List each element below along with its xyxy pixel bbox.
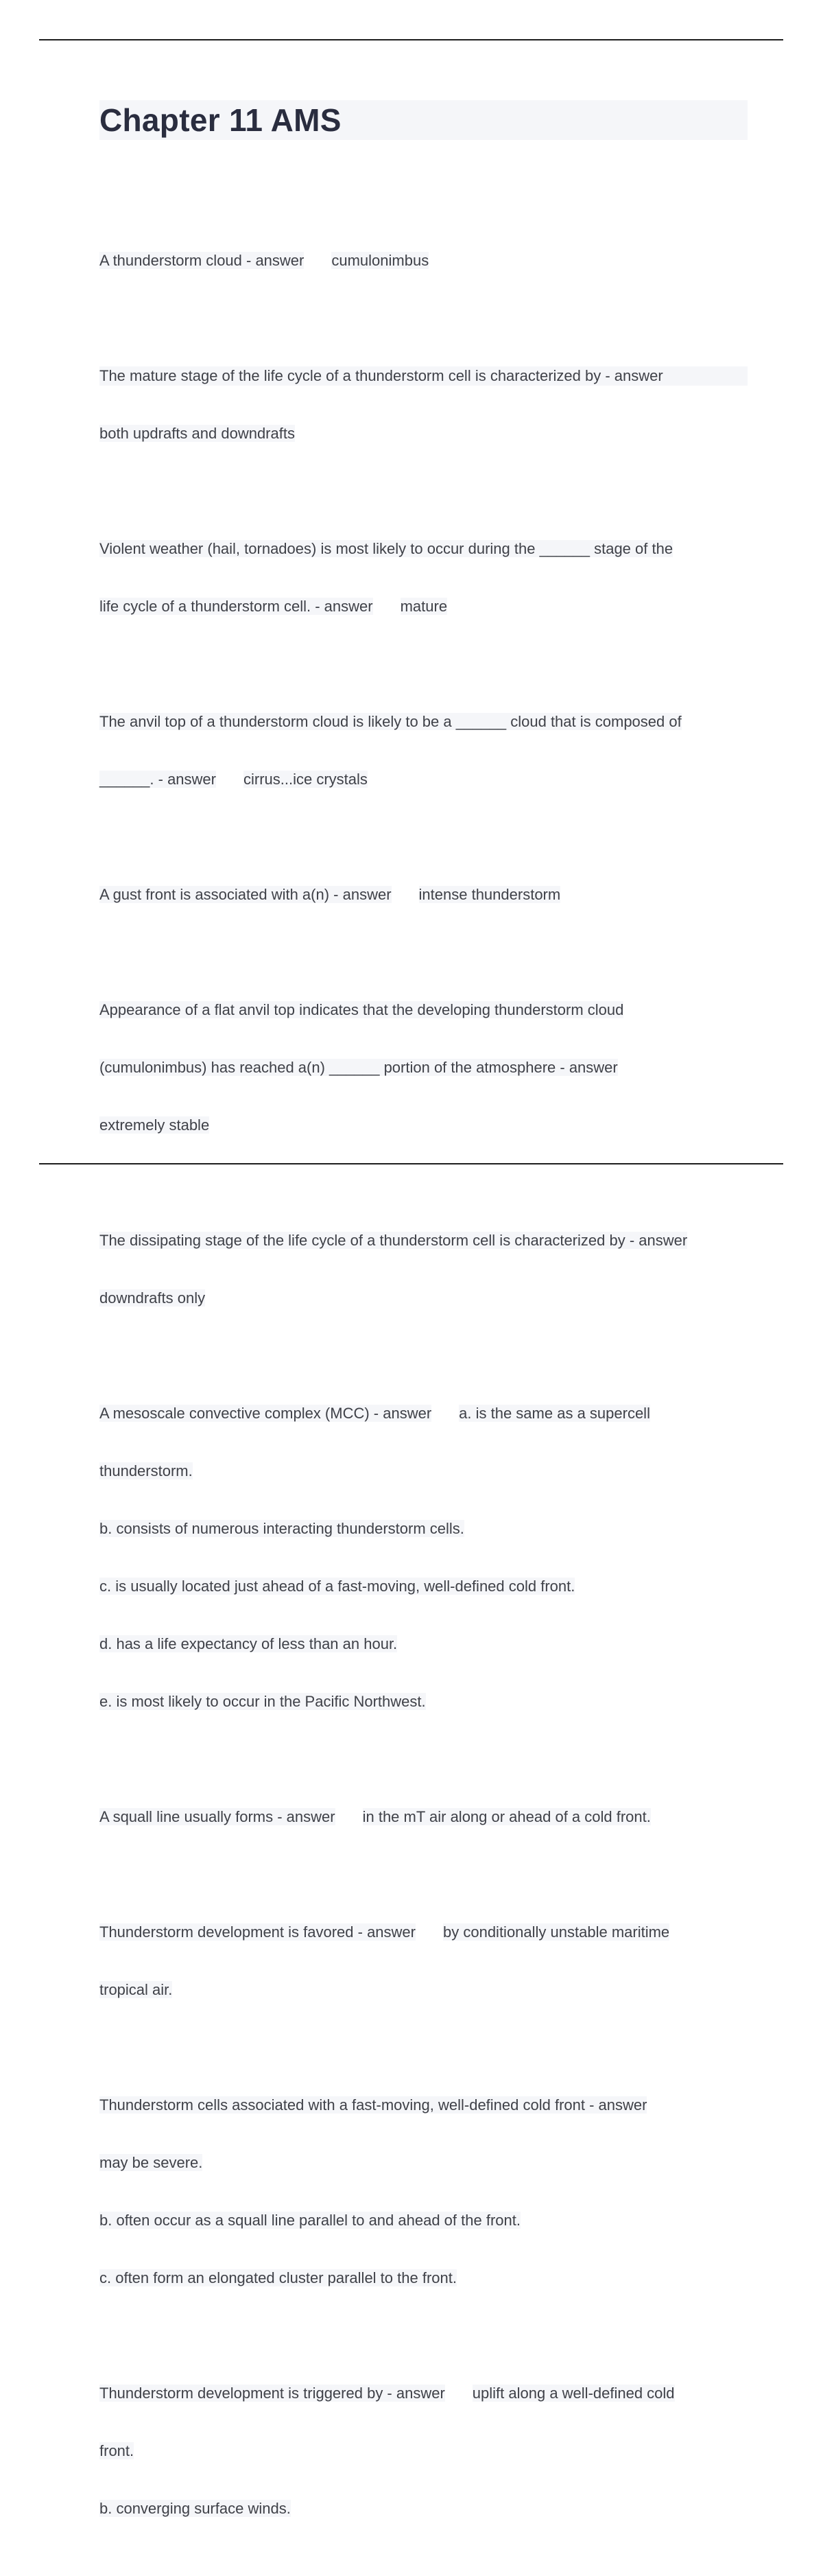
document-body — [99, 100, 748, 2576]
title-block — [99, 100, 748, 140]
question-text: ______. - answer — [99, 771, 216, 788]
question-text: Thunderstorm cells associated with a fast-moving, well-defined cold front - answer — [99, 2096, 647, 2114]
answer-text: a. is the same as a supercell — [459, 1405, 650, 1422]
question-text: Violent weather (hail, tornadoes) is most likely to occur during the ______ stage of the — [99, 540, 673, 557]
qa-item-2 — [99, 328, 748, 482]
qa-item-3 — [99, 501, 748, 655]
page-title: Chapter 11 AMS — [99, 102, 342, 138]
qa-item-5 — [99, 847, 748, 943]
qa-item-1 — [99, 213, 748, 309]
answer-option: b. converging surface winds. — [99, 2500, 291, 2517]
bottom-rule — [39, 1163, 783, 1164]
question-text: life cycle of a thunderstorm cell. - answer — [99, 598, 373, 615]
qa-item-9 — [99, 1769, 748, 1865]
answer-text: tropical air. — [99, 1981, 173, 1998]
qa-list — [99, 213, 748, 2557]
answer-text: cirrus...ice crystals — [243, 771, 368, 788]
answer-text: by conditionally unstable maritime — [443, 1923, 670, 1941]
answer-text: cumulonimbus — [331, 252, 429, 269]
qa-item-12 — [99, 2345, 748, 2557]
question-text: Appearance of a flat anvil top indicates that the developing thunderstorm cloud — [99, 1001, 624, 1018]
answer-option: c. is usually located just ahead of a fast-moving, well-defined cold front. — [99, 1578, 575, 1595]
answer-text: downdrafts only — [99, 1289, 206, 1307]
qa-item-10 — [99, 1884, 748, 2038]
answer-text: thunderstorm. — [99, 1462, 193, 1479]
answer-option: e. is most likely to occur in the Pacific Northwest. — [99, 1693, 426, 1710]
qa-item-8 — [99, 1366, 748, 1750]
question-text: The mature stage of the life cycle of a thunderstorm cell is characterized by - answer — [99, 366, 748, 386]
question-text: The anvil top of a thunderstorm cloud is likely to be a ______ cloud that is composed of — [99, 713, 682, 730]
answer-text: mature — [400, 598, 448, 615]
answer-option: d. has a life expectancy of less than an hour. — [99, 1635, 398, 1652]
question-text: A squall line usually forms - answer — [99, 1808, 335, 1825]
question-text: A thunderstorm cloud - answer — [99, 252, 305, 269]
qa-item-7 — [99, 1193, 748, 1346]
question-text: Thunderstorm development is triggered by - answer — [99, 2385, 445, 2402]
answer-text: uplift along a well-defined cold — [472, 2385, 675, 2402]
answer-option: c. often form an elongated cluster parallel to the front. — [99, 2269, 457, 2286]
answer-text: may be severe. — [99, 2154, 203, 2171]
qa-item-6 — [99, 962, 748, 1173]
question-text: The dissipating stage of the life cycle of a thunderstorm cell is characterized by - answer — [99, 1232, 688, 1249]
answer-text: intense thunderstorm — [418, 886, 561, 903]
answer-text: front. — [99, 2442, 134, 2459]
question-text: A gust front is associated with a(n) - answer — [99, 886, 392, 903]
question-text: Thunderstorm development is favored - answer — [99, 1923, 416, 1941]
answer-option: b. consists of numerous interacting thunderstorm cells. — [99, 1520, 464, 1537]
answer-text: both updrafts and downdrafts — [99, 425, 295, 442]
answer-text: in the mT air along or ahead of a cold front. — [362, 1808, 651, 1825]
answer-text: extremely stable — [99, 1116, 210, 1134]
qa-item-11 — [99, 2057, 748, 2326]
question-text: (cumulonimbus) has reached a(n) ______ portion of the atmosphere - answer — [99, 1059, 618, 1076]
question-text: A mesoscale convective complex (MCC) - answer — [99, 1405, 432, 1422]
top-rule — [39, 39, 783, 40]
answer-option: b. often occur as a squall line parallel to and ahead of the front. — [99, 2212, 521, 2229]
qa-item-4 — [99, 674, 748, 828]
